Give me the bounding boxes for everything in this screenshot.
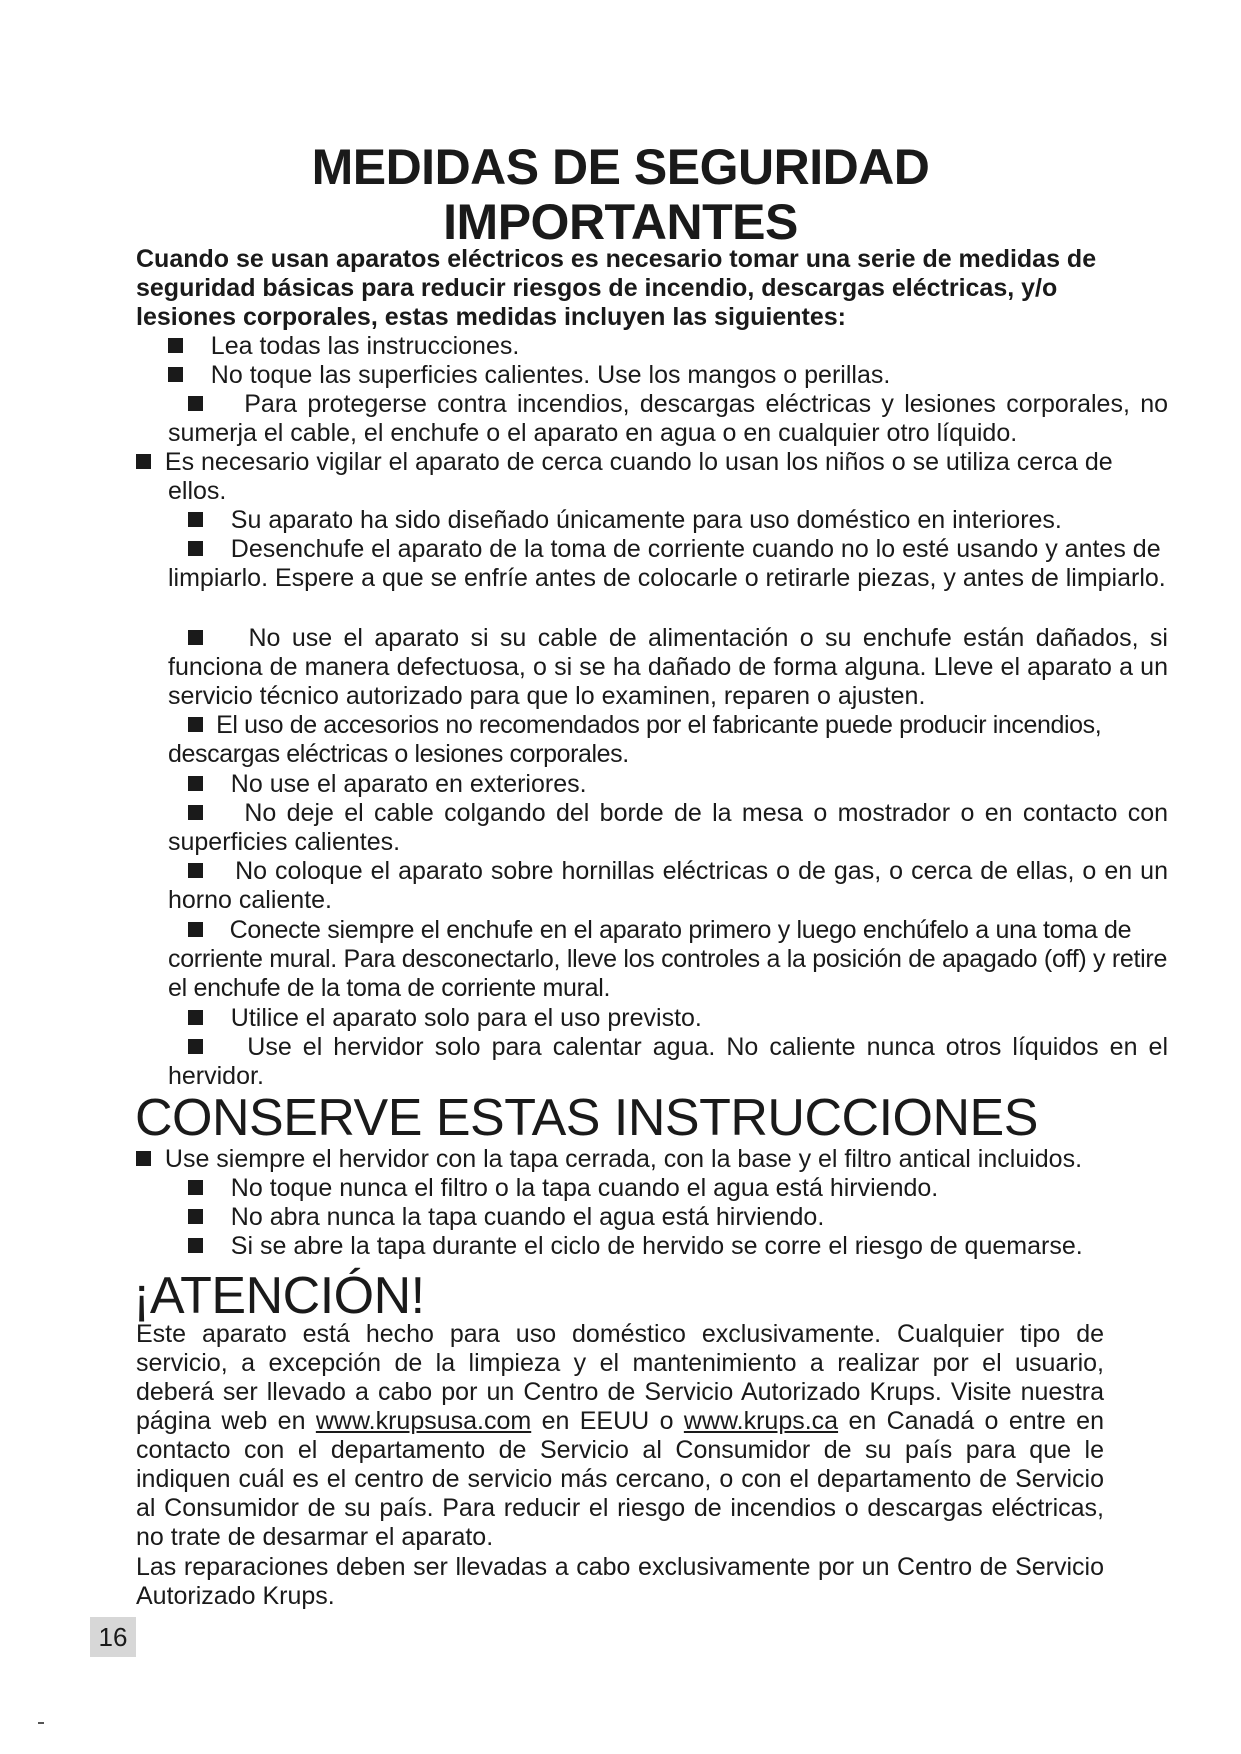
bullet-square-icon (168, 338, 183, 353)
list-item-text: No use el aparato en exteriores. (230, 770, 587, 798)
bullet-square-icon (188, 1209, 203, 1224)
list-item (188, 1174, 1168, 1203)
repairs-paragraph: Las reparaciones deben ser llevadas a cabo exclusivamente por un Centro de Servicio Autorizado Krups. (136, 1553, 1104, 1610)
list-item (168, 857, 1168, 915)
list-item-text: Conecte siempre el enchufe en el aparato primero y luego enchúfelo a una toma de corriente mural. Para desconectarlo, lleve los controles a la posición de apagado (off) y retire el enchufe de la toma de corriente mural. (168, 916, 1168, 1002)
bullet-square-icon (188, 1238, 203, 1253)
bullet-square-icon (188, 630, 203, 645)
list-item-text: Su aparato ha sido diseñado únicamente para uso doméstico en interiores. (230, 506, 1062, 534)
list-item-text: Use el hervidor solo para calentar agua. No caliente nunca otros líquidos en el hervidor. (168, 1033, 1168, 1090)
scan-mark (38, 1722, 44, 1724)
attention-text-mid: en EEUU o (531, 1407, 684, 1435)
list-item (168, 390, 1168, 448)
conserve-heading: CONSERVE ESTAS INSTRUCCIONES (135, 1089, 1038, 1147)
krups-ca-link[interactable]: www.krups.ca (683, 1407, 839, 1435)
list-item-text: Desenchufe el aparato de la toma de corriente cuando no lo esté usando y antes de limpiarlo. Espere a que se enfríe antes de colocarle o retirarle piezas, y antes de limpiarlo. (168, 535, 1166, 592)
list-item (168, 624, 1168, 711)
list-item (168, 361, 1068, 390)
list-item-text: Para protegerse contra incendios, descargas eléctricas y lesiones corporales, no sumerja el cable, el enchufe o el aparato en agua o en cualquier otro líquido. (168, 390, 1168, 447)
page-title (0, 140, 1241, 250)
list-item-text: No toque nunca el filtro o la tapa cuando el agua está hirviendo. (230, 1174, 939, 1202)
list-item-text: Use siempre el hervidor con la tapa cerrada, con la base y el filtro antical incluidos. (164, 1145, 1083, 1173)
bullet-square-icon (188, 512, 203, 527)
bullet-square-icon (188, 776, 203, 791)
bullet-square-icon (136, 454, 151, 469)
krups-us-link[interactable]: www.krupsusa.com (315, 1407, 532, 1435)
list-item (188, 1232, 1188, 1261)
list-item (136, 448, 1136, 506)
bullet-square-icon (188, 863, 203, 878)
attention-text-end: en Canadá o entre en contacto con el departamento de Servicio al Consumidor de su país para que le indiquen cuál es el centro de servicio más cercano, o con el departamento de Servicio al Consumidor de su país. Para reducir el riesgo de incendios o descargas eléctricas, no trate de desarmar el aparato. (136, 1407, 1104, 1551)
page-number: 16 (90, 1617, 136, 1657)
list-item (168, 770, 1168, 799)
list-item (168, 799, 1168, 857)
list-item-text: No toque las superficies calientes. Use los mangos o perillas. (210, 361, 891, 389)
list-item (136, 1145, 1166, 1174)
bullet-square-icon (188, 541, 203, 556)
bullet-square-icon (188, 1010, 203, 1025)
intro-text: Cuando se usan aparatos eléctricos es necesario tomar una serie de medidas de seguridad básicas para reducir riesgos de incendio, descargas eléctricas, y/o lesiones corporales, estas medidas incluyen las siguientes: (136, 245, 1097, 331)
list-item-text: No coloque el aparato sobre hornillas eléctricas o de gas, o cerca de ellas, o en un horno caliente. (168, 857, 1168, 914)
attention-text-start: Este aparato está hecho para uso doméstico exclusivamente. Cualquier tipo de servicio, a excepción de la limpieza y el mantenimiento a realizar por el usuario, deberá ser llevado a cabo por un Centro de Servicio Autorizado Krups. Visite nuestra página web en (136, 1320, 1104, 1435)
attention-paragraph (136, 1320, 1104, 1552)
list-item (168, 916, 1168, 1003)
list-item-text: Es necesario vigilar el aparato de cerca cuando lo usan los niños o se utiliza cerca de ellos. (164, 448, 1113, 505)
bullet-square-icon (188, 717, 203, 732)
page-title-line-1: MEDIDAS DE SEGURIDAD (311, 139, 930, 195)
list-item-text: No abra nunca la tapa cuando el agua está hirviendo. (230, 1203, 825, 1231)
bullet-square-icon (188, 1180, 203, 1195)
bullet-square-icon (188, 805, 203, 820)
list-item-text: El uso de accesorios no recomendados por el fabricante puede producir incendios, descargas eléctricas o lesiones corporales. (168, 711, 1102, 768)
list-item-text: Si se abre la tapa durante el ciclo de hervido se corre el riesgo de quemarse. (230, 1232, 1083, 1260)
list-item (168, 535, 1168, 593)
bullet-square-icon (188, 922, 203, 937)
list-item (168, 1033, 1168, 1091)
list-item (168, 711, 1168, 769)
bullet-square-icon (188, 1039, 203, 1054)
list-item (168, 1004, 1168, 1033)
list-item (168, 506, 1168, 535)
list-item (188, 1203, 1168, 1232)
page-title-line-2: IMPORTANTES (443, 194, 798, 250)
attention-heading: ¡ATENCIÓN! (133, 1267, 425, 1325)
list-item-text: Utilice el aparato solo para el uso previsto. (230, 1004, 702, 1032)
list-item-text: No deje el cable colgando del borde de la mesa o mostrador o en contacto con superficies calientes. (168, 799, 1168, 856)
list-item-text: No use el aparato si su cable de alimentación o su enchufe están dañados, si funciona de manera defectuosa, o si se ha dañado de forma alguna. Lleve el aparato a un servicio técnico autorizado para que lo examinen, reparen o ajusten. (168, 624, 1168, 710)
bullet-square-icon (168, 367, 183, 382)
list-item (168, 332, 1068, 361)
bullet-square-icon (188, 396, 203, 411)
bullet-square-icon (136, 1151, 151, 1166)
list-item-text: Lea todas las instrucciones. (210, 332, 520, 360)
